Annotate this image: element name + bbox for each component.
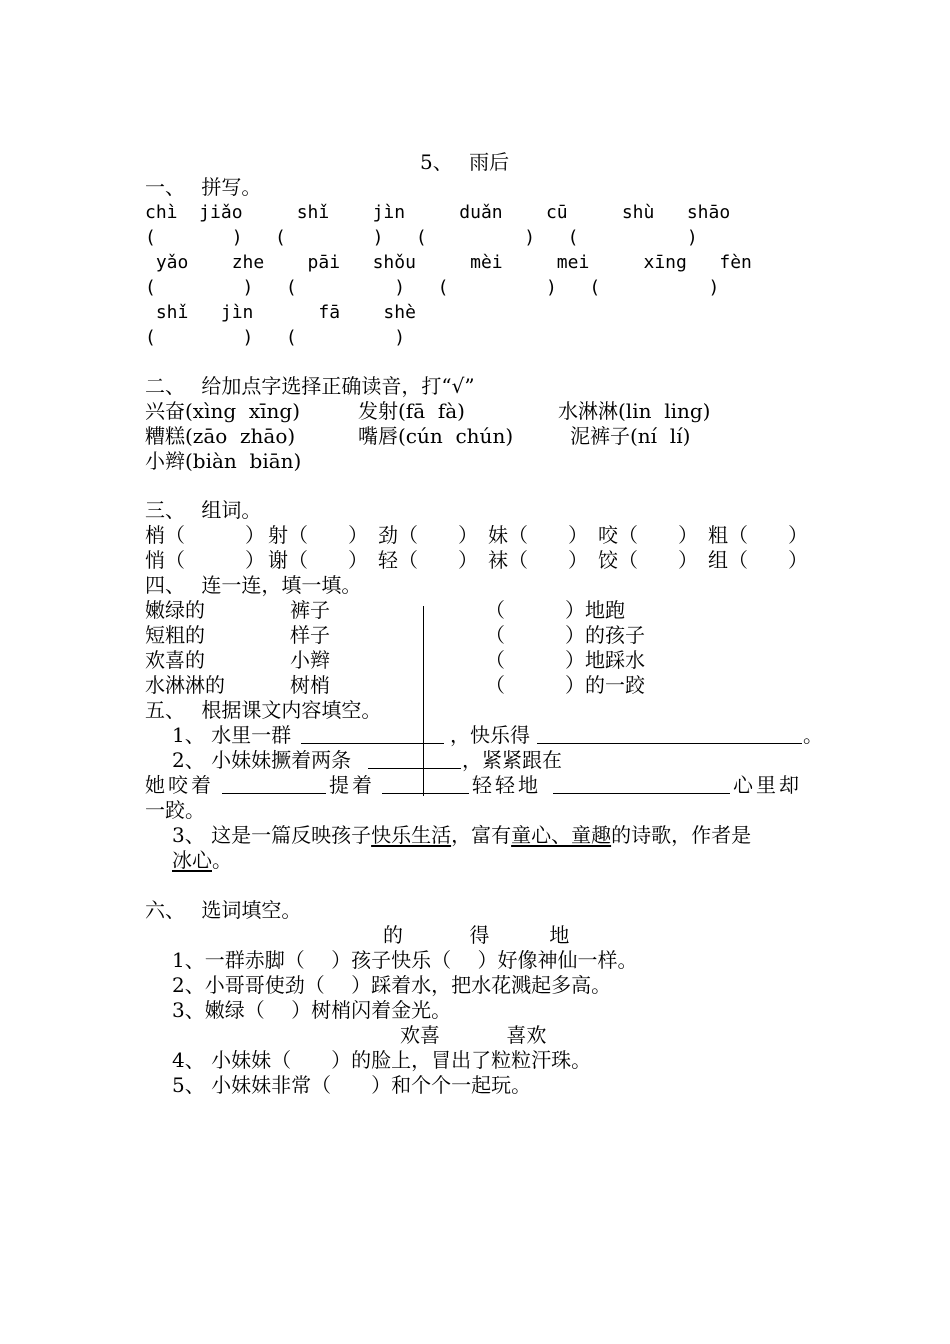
fill-q3-part: 3、 这是一篇反映孩子 <box>172 823 372 847</box>
fill-blank[interactable] <box>382 793 469 794</box>
fill-q2-text: 提着 <box>329 773 375 797</box>
match-middle: 小辫 <box>290 648 330 672</box>
word-choices: 的 得 地 <box>383 923 570 947</box>
reading-item: 嘴唇(cún chún) <box>358 424 514 448</box>
fill-q1-text: 。 <box>803 723 823 747</box>
underlined-text: 冰心 <box>172 848 212 872</box>
reading-item: 水淋淋(lin ling) <box>558 399 711 423</box>
underlined-text: 快乐生活 <box>371 823 452 847</box>
fill-q3-text <box>172 823 751 847</box>
fill-q2-text: 轻轻地 <box>472 773 541 797</box>
match-right: （ ）地跑 <box>485 598 625 622</box>
match-left: 欢喜的 <box>145 648 205 672</box>
word-item: 劲（ ） <box>378 523 478 547</box>
choice-item: 2、小哥哥使劲（ ）踩着水，把水花溅起多高。 <box>172 973 612 997</box>
fill-q3-part: 的诗歌，作者是 <box>611 823 752 847</box>
pinyin-row-2: yǎo zhe pāi shǒu mèi mei xīng fèn <box>145 252 752 273</box>
fill-q1-text: 1、 水里一群 <box>172 723 292 747</box>
match-right: （ ）的一跤 <box>485 673 645 697</box>
word-item: 射（ ） <box>268 523 368 547</box>
match-right: （ ）的孩子 <box>485 623 645 647</box>
word-item: 梢（ ） <box>145 523 265 547</box>
underlined-text: 童心、童趣 <box>511 823 612 847</box>
section-6-heading: 六、 选词填空。 <box>145 898 302 922</box>
fill-q3-text <box>172 848 232 872</box>
fill-q3-part: 。 <box>212 848 232 872</box>
word-item: 饺（ ） <box>598 548 698 572</box>
fill-q2-text: 一跤。 <box>145 798 205 822</box>
match-middle: 样子 <box>290 623 330 647</box>
pinyin-row-1: chì jiǎo shǐ jìn duǎn cū shù shāo <box>145 202 731 223</box>
match-left: 水淋淋的 <box>145 673 225 697</box>
fill-q3-part: ，富有 <box>451 823 512 847</box>
fill-q1-text: ，快乐得 <box>450 723 530 747</box>
bracket-row-2: ( ) ( ) ( ) ( ) <box>145 277 720 298</box>
bracket-row-3: ( ) ( ) <box>145 327 406 348</box>
section-4-heading: 四、 连一连，填一填。 <box>145 573 362 597</box>
word-item: 组（ ） <box>708 548 808 572</box>
fill-q2-text: 心里却 <box>733 773 802 797</box>
fill-blank[interactable] <box>368 768 461 769</box>
reading-item: 小辫(biàn biān) <box>145 449 302 473</box>
word-item: 粗（ ） <box>708 523 808 547</box>
reading-item: 兴奋(xìng xīng) <box>145 399 301 423</box>
pinyin-row-3: shǐ jìn fā shè <box>145 302 416 323</box>
page-title: 5、 雨后 <box>420 150 510 174</box>
word-item: 袜（ ） <box>488 548 588 572</box>
section-3-heading: 三、 组词。 <box>145 498 262 522</box>
fill-blank[interactable] <box>537 743 802 744</box>
match-left: 嫩绿的 <box>145 598 205 622</box>
choice-item: 5、 小妹妹非常（ ）和个个一起玩。 <box>172 1073 532 1097</box>
fill-blank[interactable] <box>222 793 326 794</box>
word-choices: 欢喜 喜欢 <box>400 1023 547 1047</box>
fill-q2-text: 2、 小妹妹撅着两条 <box>172 748 352 772</box>
section-2-heading: 二、 给加点字选择正确读音，打“√” <box>145 374 475 398</box>
word-item: 悄（ ） <box>145 548 265 572</box>
match-middle: 裤子 <box>290 598 330 622</box>
fill-blank[interactable] <box>301 743 444 744</box>
match-right: （ ）地踩水 <box>485 648 645 672</box>
section-5-heading: 五、 根据课文内容填空。 <box>145 698 382 722</box>
match-middle: 树梢 <box>290 673 330 697</box>
reading-item: 发射(fā fà) <box>358 399 465 423</box>
choice-item: 4、 小妹妹（ ）的脸上，冒出了粒粒汗珠。 <box>172 1048 592 1072</box>
fill-blank[interactable] <box>553 793 730 794</box>
reading-item: 泥裤子(ní lí) <box>570 424 691 448</box>
match-left: 短粗的 <box>145 623 205 647</box>
word-item: 谢（ ） <box>268 548 368 572</box>
fill-q2-text: ，紧紧跟在 <box>462 748 562 772</box>
fill-q2-text: 她咬着 <box>145 773 214 797</box>
choice-item: 3、嫩绿（ ）树梢闪着金光。 <box>172 998 452 1022</box>
word-item: 轻（ ） <box>378 548 478 572</box>
word-item: 妹（ ） <box>488 523 588 547</box>
section-1-heading: 一、 拼写。 <box>145 175 262 199</box>
word-item: 咬（ ） <box>598 523 698 547</box>
reading-item: 糟糕(zāo zhāo) <box>145 424 296 448</box>
choice-item: 1、一群赤脚（ ）孩子快乐（ ）好像神仙一样。 <box>172 948 638 972</box>
bracket-row-1: ( ) ( ) ( ) ( ) <box>145 227 698 248</box>
